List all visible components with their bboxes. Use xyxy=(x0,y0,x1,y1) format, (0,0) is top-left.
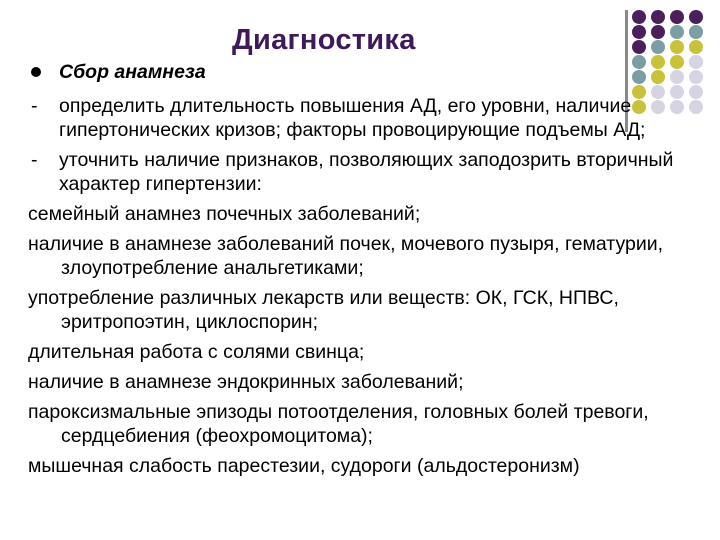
decorative-dot xyxy=(632,40,646,54)
decorative-dot xyxy=(651,10,665,24)
decorative-dot xyxy=(632,25,646,39)
bullet-dot-icon xyxy=(31,67,41,77)
dash-marker: - xyxy=(31,149,38,171)
dash-list-item xyxy=(28,148,718,196)
dash-item-text: уточнить наличие признаков, позволяющих заподозрить вторичный характер гипертензии: xyxy=(59,149,674,195)
decorative-dot xyxy=(670,25,684,39)
list-item: семейный анамнез почечных заболеваний; xyxy=(28,203,421,225)
slide-body xyxy=(28,60,718,478)
slide-title: Диагностика xyxy=(232,24,416,56)
dash-marker: - xyxy=(31,95,38,117)
list-item: мышечная слабость парестезии, судороги (альдостеронизм) xyxy=(28,455,580,477)
list-item: употребление различных лекарств или веществ: ОК, ГСК, НПВС, эритропоэтин, циклоспорин; xyxy=(28,287,619,333)
list-item: наличие в анамнезе эндокринных заболеваний; xyxy=(28,371,464,393)
list-item: пароксизмальные эпизоды потоотделения, головных болей тревоги, сердцебиения (феохромоцитома); xyxy=(28,401,649,447)
decorative-dot xyxy=(670,10,684,24)
decorative-dot xyxy=(651,40,665,54)
bullet-heading-text: Сбор анамнеза xyxy=(59,61,206,83)
decorative-dot xyxy=(689,40,703,54)
list-item: длительная работа с солями свинца; xyxy=(28,341,365,363)
decorative-dot xyxy=(689,10,703,24)
decorative-dot xyxy=(632,10,646,24)
decorative-dot xyxy=(689,25,703,39)
bullet-heading xyxy=(28,60,718,88)
dash-list-item xyxy=(28,94,718,142)
dash-item-text: определить длительность повышения АД, его уровни, наличие гипертонических кризов; факторы провоцирующие подъемы АД; xyxy=(59,95,646,141)
decorative-dot xyxy=(670,40,684,54)
list-item: наличие в анамнезе заболеваний почек, мочевого пузыря, гематурии, злоупотребление анальгетиками; xyxy=(28,233,664,279)
decorative-dot xyxy=(651,25,665,39)
